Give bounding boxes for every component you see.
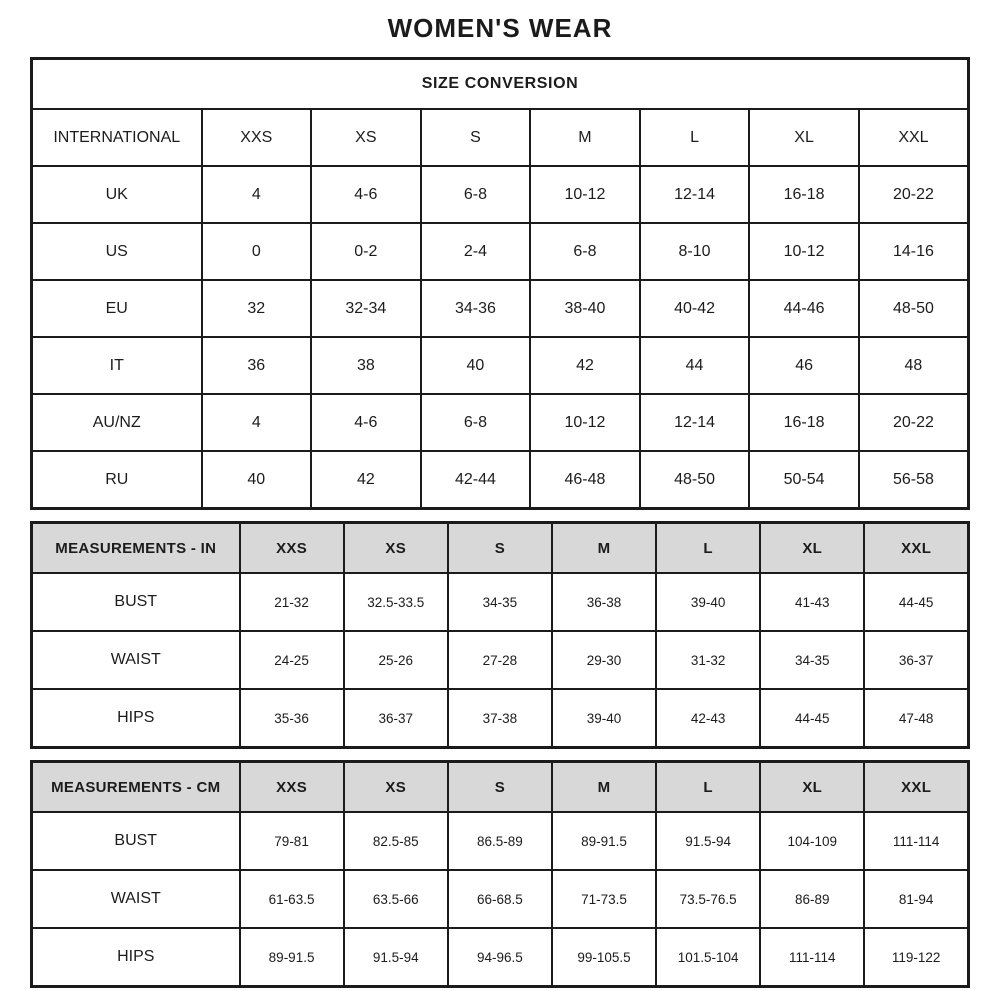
row-label: WAIST bbox=[32, 631, 240, 689]
size-cell: 16-18 bbox=[749, 394, 859, 451]
size-cell: 104-109 bbox=[760, 812, 864, 870]
row-label: HIPS bbox=[32, 689, 240, 748]
size-column-header: L bbox=[640, 109, 750, 166]
size-cell: 82.5-85 bbox=[344, 812, 448, 870]
header-row bbox=[32, 523, 969, 574]
header-row bbox=[32, 109, 969, 166]
size-cell: 81-94 bbox=[864, 870, 968, 928]
size-cell: 2-4 bbox=[421, 223, 531, 280]
size-cell: 48 bbox=[859, 337, 969, 394]
size-cell: 14-16 bbox=[859, 223, 969, 280]
size-cell: 34-35 bbox=[448, 573, 552, 631]
row-label: HIPS bbox=[32, 928, 240, 987]
size-cell: 32 bbox=[202, 280, 312, 337]
size-cell: 50-54 bbox=[749, 451, 859, 509]
size-cell: 42 bbox=[530, 337, 640, 394]
size-cell: 32-34 bbox=[311, 280, 421, 337]
size-cell: 42-43 bbox=[656, 689, 760, 748]
size-cell: 56-58 bbox=[859, 451, 969, 509]
size-cell: 91.5-94 bbox=[656, 812, 760, 870]
size-cell: 39-40 bbox=[552, 689, 656, 748]
table-row bbox=[32, 631, 969, 689]
size-cell: 6-8 bbox=[530, 223, 640, 280]
page-title: WOMEN'S WEAR bbox=[387, 13, 613, 43]
size-cell: 42-44 bbox=[421, 451, 531, 509]
size-cell: 37-38 bbox=[448, 689, 552, 748]
size-cell: 39-40 bbox=[656, 573, 760, 631]
measurements-cm-table bbox=[30, 760, 970, 988]
size-cell: 4 bbox=[202, 394, 312, 451]
row-label: UK bbox=[32, 166, 202, 223]
size-cell: 32.5-33.5 bbox=[344, 573, 448, 631]
size-cell: 42 bbox=[311, 451, 421, 509]
size-cell: 101.5-104 bbox=[656, 928, 760, 987]
size-column-header: S bbox=[448, 762, 552, 813]
size-cell: 34-35 bbox=[760, 631, 864, 689]
size-cell: 25-26 bbox=[344, 631, 448, 689]
size-cell: 0 bbox=[202, 223, 312, 280]
size-cell: 20-22 bbox=[859, 166, 969, 223]
size-cell: 16-18 bbox=[749, 166, 859, 223]
size-cell: 44-45 bbox=[760, 689, 864, 748]
table-banner: SIZE CONVERSION bbox=[32, 59, 969, 110]
size-cell: 4 bbox=[202, 166, 312, 223]
size-column-header: XXL bbox=[859, 109, 969, 166]
table-row bbox=[32, 870, 969, 928]
size-cell: 40-42 bbox=[640, 280, 750, 337]
size-cell: 46 bbox=[749, 337, 859, 394]
row-label-column-header: MEASUREMENTS - IN bbox=[32, 523, 240, 574]
size-cell: 34-36 bbox=[421, 280, 531, 337]
size-cell: 12-14 bbox=[640, 394, 750, 451]
size-cell: 36-37 bbox=[344, 689, 448, 748]
size-cell: 44-46 bbox=[749, 280, 859, 337]
size-cell: 8-10 bbox=[640, 223, 750, 280]
size-column-header: XXL bbox=[864, 762, 968, 813]
size-cell: 44-45 bbox=[864, 573, 968, 631]
size-column-header: L bbox=[656, 523, 760, 574]
size-cell: 48-50 bbox=[640, 451, 750, 509]
size-cell: 29-30 bbox=[552, 631, 656, 689]
size-cell: 40 bbox=[202, 451, 312, 509]
size-column-header: XS bbox=[344, 762, 448, 813]
row-label: AU/NZ bbox=[32, 394, 202, 451]
size-cell: 79-81 bbox=[240, 812, 344, 870]
size-cell: 10-12 bbox=[530, 166, 640, 223]
row-label: BUST bbox=[32, 812, 240, 870]
size-cell: 31-32 bbox=[656, 631, 760, 689]
row-label: EU bbox=[32, 280, 202, 337]
row-label: IT bbox=[32, 337, 202, 394]
banner-row bbox=[32, 59, 969, 110]
size-conversion-table bbox=[30, 57, 970, 510]
size-column-header: XXS bbox=[240, 523, 344, 574]
size-column-header: L bbox=[656, 762, 760, 813]
size-column-header: XS bbox=[311, 109, 421, 166]
size-cell: 21-32 bbox=[240, 573, 344, 631]
size-cell: 4-6 bbox=[311, 394, 421, 451]
size-cell: 119-122 bbox=[864, 928, 968, 987]
size-cell: 46-48 bbox=[530, 451, 640, 509]
size-cell: 48-50 bbox=[859, 280, 969, 337]
size-column-header: M bbox=[552, 762, 656, 813]
size-column-header: M bbox=[530, 109, 640, 166]
size-cell: 111-114 bbox=[760, 928, 864, 987]
table-row bbox=[32, 337, 969, 394]
size-cell: 36-38 bbox=[552, 573, 656, 631]
size-cell: 6-8 bbox=[421, 394, 531, 451]
table-row bbox=[32, 928, 969, 987]
size-cell: 4-6 bbox=[311, 166, 421, 223]
size-cell: 73.5-76.5 bbox=[656, 870, 760, 928]
row-label-column-header: INTERNATIONAL bbox=[32, 109, 202, 166]
size-cell: 6-8 bbox=[421, 166, 531, 223]
size-cell: 20-22 bbox=[859, 394, 969, 451]
size-column-header: XL bbox=[749, 109, 859, 166]
size-cell: 27-28 bbox=[448, 631, 552, 689]
size-cell: 10-12 bbox=[749, 223, 859, 280]
row-label: RU bbox=[32, 451, 202, 509]
size-cell: 0-2 bbox=[311, 223, 421, 280]
size-cell: 89-91.5 bbox=[240, 928, 344, 987]
table-row bbox=[32, 689, 969, 748]
size-cell: 91.5-94 bbox=[344, 928, 448, 987]
size-column-header: XS bbox=[344, 523, 448, 574]
size-cell: 89-91.5 bbox=[552, 812, 656, 870]
row-label: US bbox=[32, 223, 202, 280]
table-row bbox=[32, 166, 969, 223]
table-row bbox=[32, 812, 969, 870]
row-label: BUST bbox=[32, 573, 240, 631]
size-cell: 66-68.5 bbox=[448, 870, 552, 928]
size-column-header: XXS bbox=[240, 762, 344, 813]
table-row bbox=[32, 280, 969, 337]
row-label: WAIST bbox=[32, 870, 240, 928]
size-cell: 86.5-89 bbox=[448, 812, 552, 870]
size-column-header: S bbox=[421, 109, 531, 166]
table-row bbox=[32, 223, 969, 280]
table-row bbox=[32, 573, 969, 631]
table-row bbox=[32, 451, 969, 509]
row-label-column-header: MEASUREMENTS - CM bbox=[32, 762, 240, 813]
table-row bbox=[32, 394, 969, 451]
size-cell: 61-63.5 bbox=[240, 870, 344, 928]
size-column-header: XL bbox=[760, 523, 864, 574]
measurements-in-table bbox=[30, 521, 970, 749]
header-row bbox=[32, 762, 969, 813]
size-cell: 24-25 bbox=[240, 631, 344, 689]
size-cell: 44 bbox=[640, 337, 750, 394]
size-cell: 86-89 bbox=[760, 870, 864, 928]
size-cell: 47-48 bbox=[864, 689, 968, 748]
size-cell: 36-37 bbox=[864, 631, 968, 689]
size-column-header: M bbox=[552, 523, 656, 574]
size-column-header: XXS bbox=[202, 109, 312, 166]
size-cell: 71-73.5 bbox=[552, 870, 656, 928]
size-column-header: S bbox=[448, 523, 552, 574]
size-cell: 38 bbox=[311, 337, 421, 394]
size-cell: 111-114 bbox=[864, 812, 968, 870]
size-cell: 35-36 bbox=[240, 689, 344, 748]
size-cell: 94-96.5 bbox=[448, 928, 552, 987]
size-cell: 12-14 bbox=[640, 166, 750, 223]
size-cell: 36 bbox=[202, 337, 312, 394]
size-cell: 40 bbox=[421, 337, 531, 394]
size-cell: 38-40 bbox=[530, 280, 640, 337]
size-cell: 41-43 bbox=[760, 573, 864, 631]
size-column-header: XL bbox=[760, 762, 864, 813]
size-cell: 99-105.5 bbox=[552, 928, 656, 987]
size-cell: 10-12 bbox=[530, 394, 640, 451]
size-column-header: XXL bbox=[864, 523, 968, 574]
size-cell: 63.5-66 bbox=[344, 870, 448, 928]
